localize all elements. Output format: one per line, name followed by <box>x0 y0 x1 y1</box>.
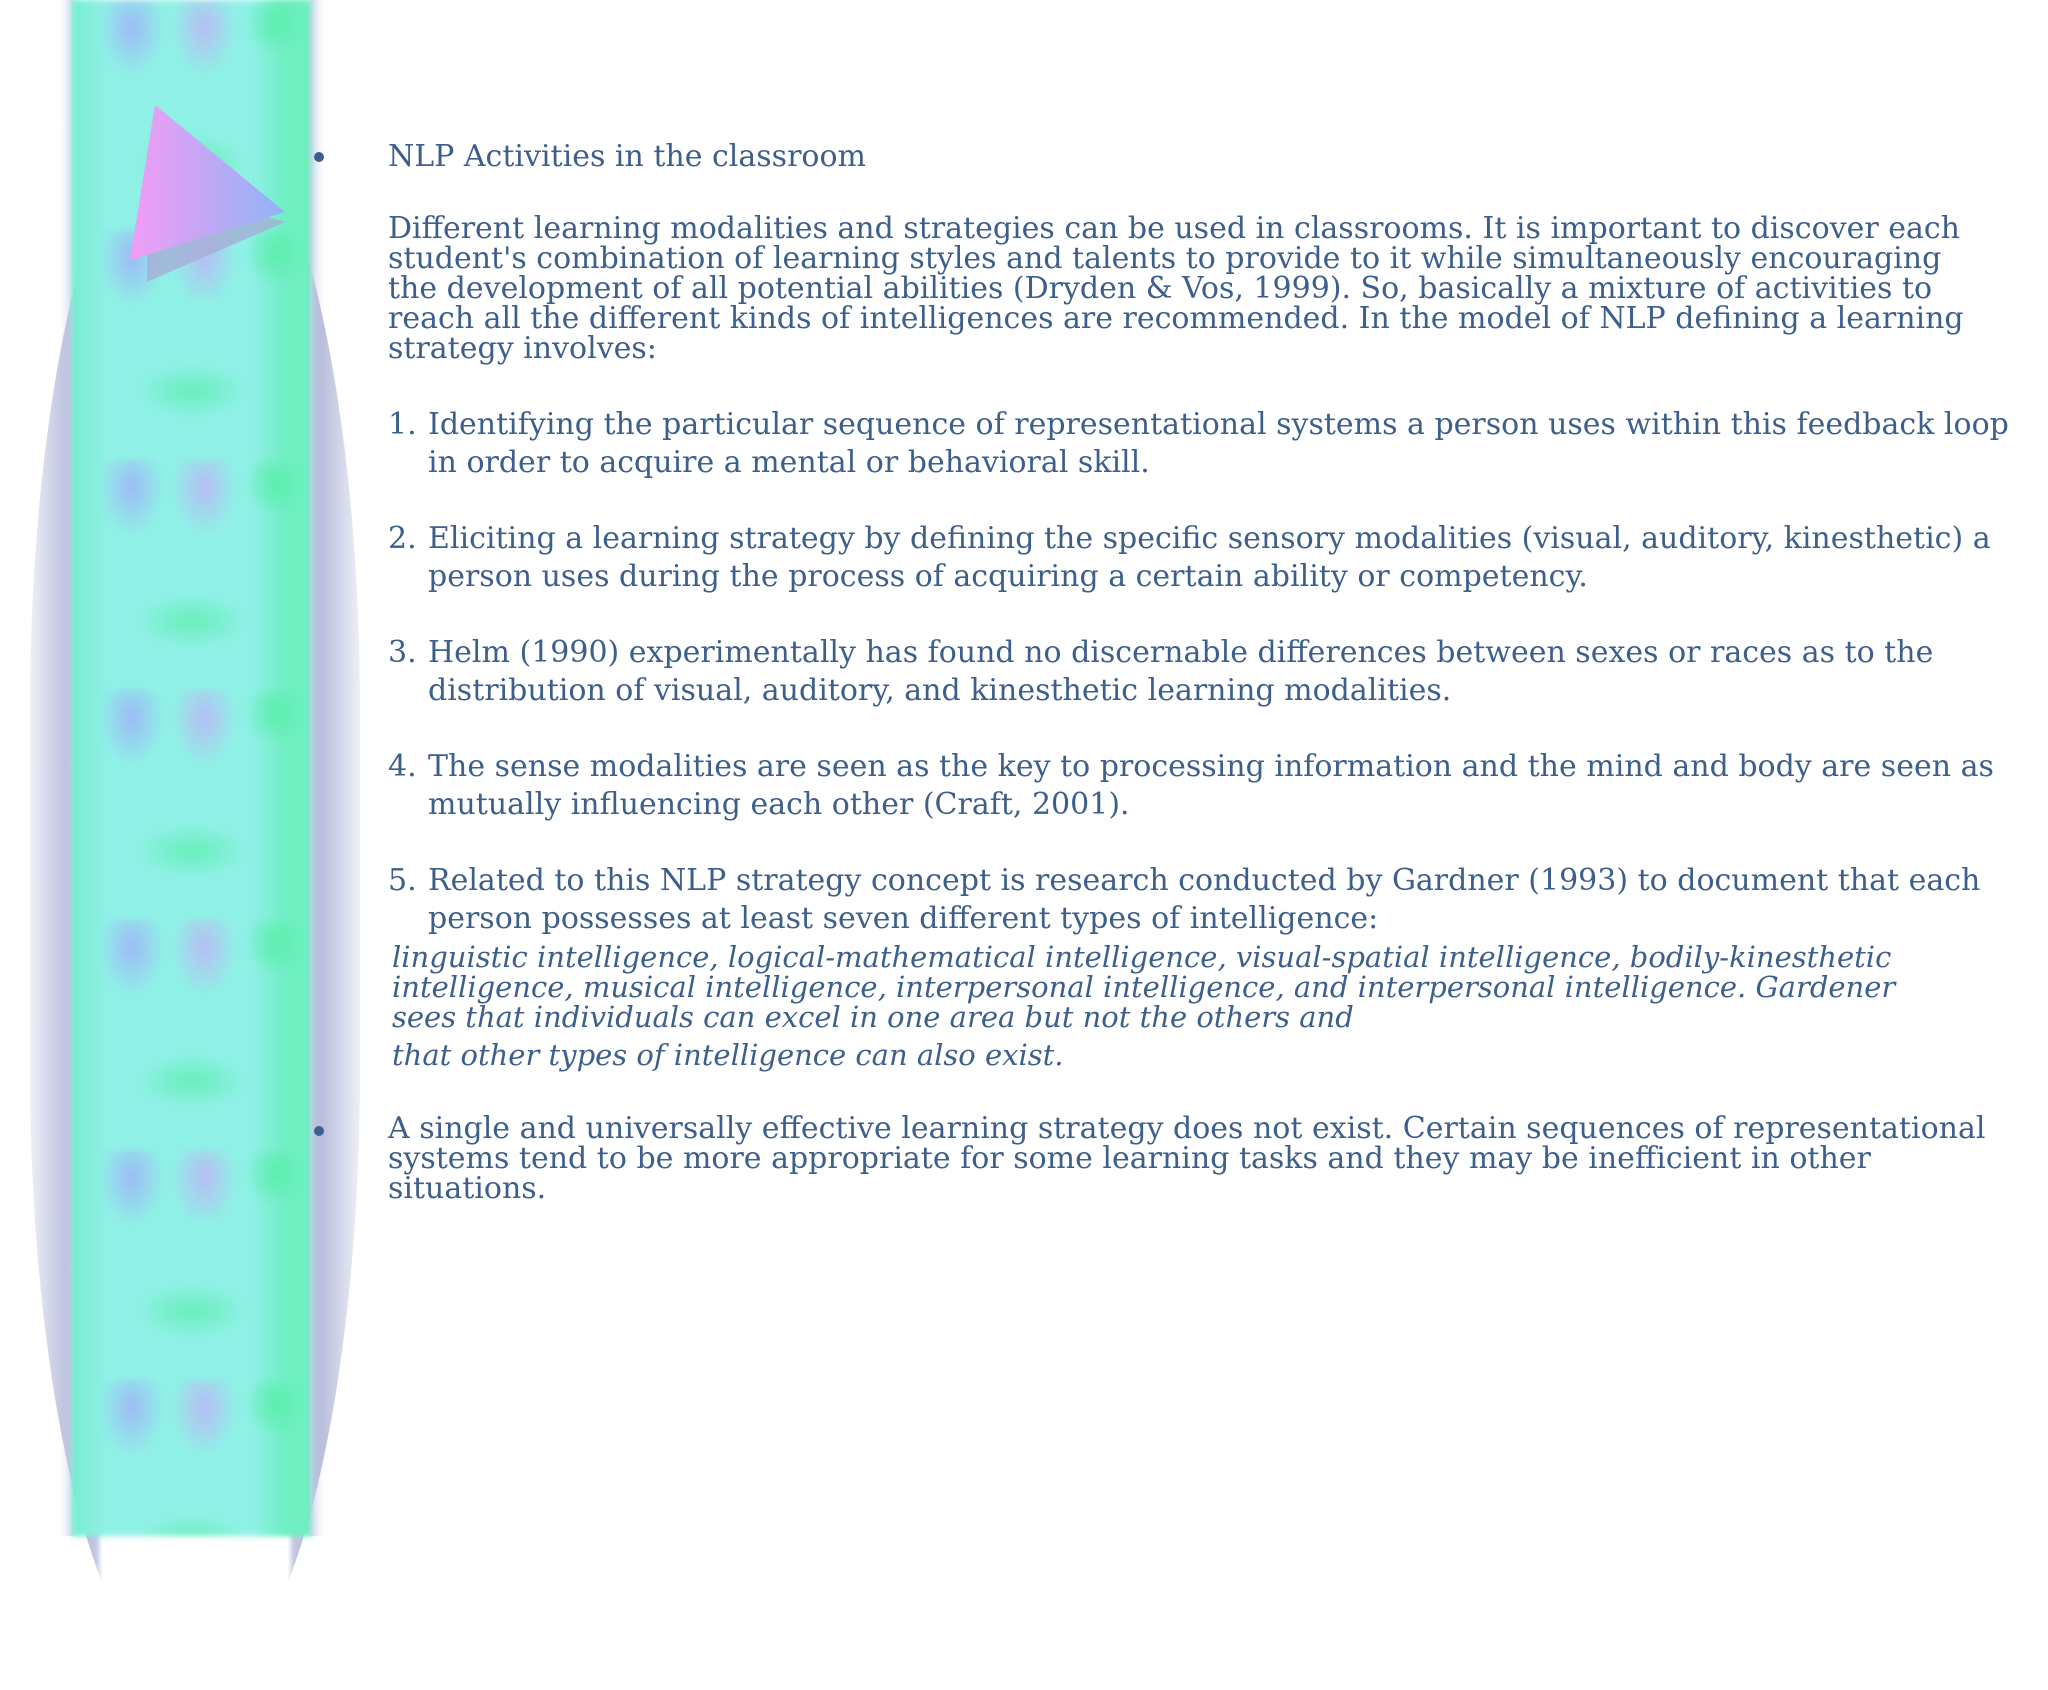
list-item-text: Helm (1990) experimentally has found no discernable differences between sexes or races as to the distribution of visual, auditory, and kinesthetic learning modalities. <box>428 635 1934 708</box>
list-item-text: Eliciting a learning strategy by defining the specific sensory modalities (visual, auditory, kinesthetic) a person uses during the process of acquiring a certain ability or competency. <box>428 521 1991 594</box>
intelligence-types-note <box>392 942 1952 1070</box>
list-item-text: Identifying the particular sequence of representational systems a person uses within this feedback loop in order to acquire a mental or behavioral skill. <box>428 407 2009 480</box>
closing-bullet <box>300 1111 2000 1206</box>
list-item <box>388 748 2028 824</box>
closing-paragraph: A single and universally effective learning strategy does not exist. Certain sequences of representational systems tend to be more appropriate for some learning tasks and they may be inefficient in other situations. <box>388 1111 1986 1206</box>
list-item <box>388 520 2028 596</box>
list-item-number: 1. <box>388 407 417 442</box>
list-item-number: 5. <box>388 863 417 898</box>
list-item-number: 2. <box>388 521 417 556</box>
list-item <box>388 634 2028 710</box>
strategy-steps-list <box>388 406 2028 938</box>
list-item-number: 4. <box>388 749 417 784</box>
intelligence-types-tail: that other types of intelligence can also exist. <box>392 1038 1064 1072</box>
heading-bullet <box>300 140 2000 174</box>
list-item-text: The sense modalities are seen as the key to processing information and the mind and body are seen as mutually influencing each other (Craft, 2001). <box>428 749 1994 822</box>
list-item-number: 3. <box>388 635 417 670</box>
slide-heading: NLP Activities in the classroom <box>388 139 866 174</box>
bullet-icon <box>314 1126 324 1136</box>
list-item <box>388 406 2028 482</box>
list-item-text: Related to this NLP strategy concept is research conducted by Gardner (1993) to document that each person possesses at least seven different types of intelligence: <box>428 863 1981 936</box>
slide-content <box>300 139 2009 1206</box>
intelligence-types-text: linguistic intelligence, logical-mathematical intelligence, visual-spatial intelligence, bodily-kinesthetic intelligence, musical intelligence, interpersonal intelligence, and interpersonal intelligence. Gardener sees that individuals can excel in one area but not the others and <box>392 940 1896 1034</box>
triangle-icon <box>125 100 295 290</box>
intro-paragraph: Different learning modalities and strategies can be used in classrooms. It is important to discover each student's combination of learning styles and talents to provide to it while simultaneously encouraging the development of all potential abilities (Dryden & Vos, 1999). So, basically a mixture of activities to reach all the different kinds of intelligences are recommended. In the model of NLP defining a learning strategy involves: <box>388 211 1964 366</box>
list-item <box>388 862 2028 938</box>
bullet-icon <box>314 152 324 162</box>
